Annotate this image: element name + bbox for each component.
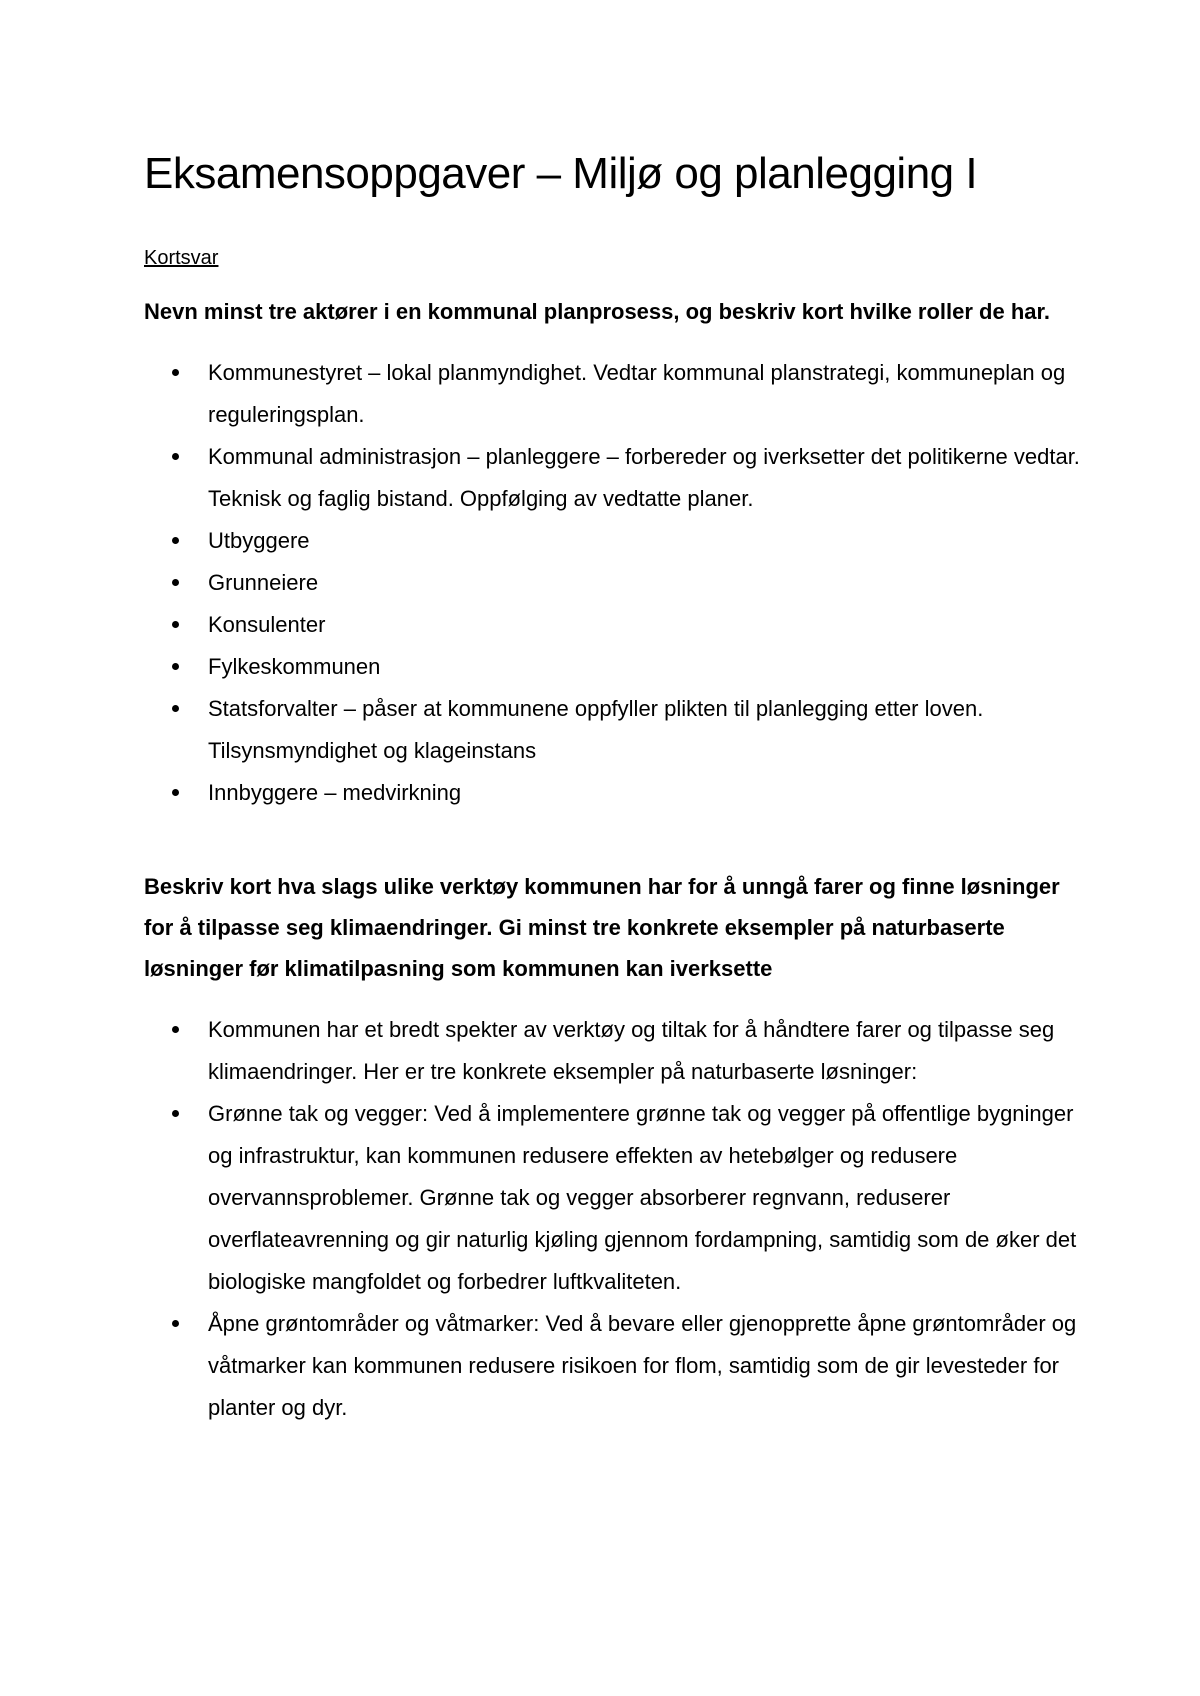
list-item-text: Kommunestyret – lokal planmyndighet. Vedtar kommunal planstrategi, kommuneplan og reguleringsplan. (208, 360, 1066, 427)
bullet-icon (172, 537, 179, 544)
list-item-text: Grønne tak og vegger: Ved å implementere grønne tak og vegger på offentlige bygninger og infrastruktur, kan kommunen redusere effekten av hetebølger og redusere overvannsproblemer. Grønne tak og vegger absorberer regnvann, reduserer overflateavrenning og gir naturlig kjøling gjennom fordampning, samtidig som de øker det biologiske mangfoldet og forbedrer luftkvaliteten. (208, 1101, 1077, 1294)
bullet-icon (172, 705, 179, 712)
list-item (144, 604, 1084, 646)
bullet-icon (172, 789, 179, 796)
list-item (144, 562, 1084, 604)
answer-list-2 (144, 1009, 1084, 1429)
bullet-icon (172, 579, 179, 586)
bullet-icon (172, 1026, 179, 1033)
document-title: Eksamensoppgaver – Miljø og planlegging I (144, 149, 978, 198)
bullet-icon (172, 1320, 179, 1327)
list-item (144, 1093, 1084, 1303)
list-item (144, 688, 1084, 772)
bullet-icon (172, 369, 179, 376)
list-item (144, 352, 1084, 436)
list-item (144, 1009, 1084, 1093)
list-item-text: Fylkeskommunen (208, 654, 381, 679)
list-item-text: Åpne grøntområder og våtmarker: Ved å bevare eller gjenopprette åpne grøntområder og våtmarker kan kommunen redusere risikoen for flom, samtidig som de gir levesteder for planter og dyr. (208, 1311, 1077, 1420)
list-item (144, 646, 1084, 688)
bullet-icon (172, 663, 179, 670)
list-item (144, 772, 1084, 814)
list-item-text: Konsulenter (208, 612, 326, 637)
list-item (144, 1303, 1084, 1429)
answer-list-1 (144, 352, 1084, 814)
list-item (144, 436, 1084, 520)
list-item (144, 520, 1084, 562)
question-2: Beskriv kort hva slags ulike verktøy kommunen har for å unngå farer og finne løsninger for å tilpasse seg klimaendringer. Gi minst tre konkrete eksempler på naturbaserte løsninger før klimatilpasning som kommunen kan iverksette (144, 874, 1060, 981)
list-item-text: Statsforvalter – påser at kommunene oppfyller plikten til planlegging etter loven. Tilsynsmyndighet og klageinstans (208, 696, 984, 763)
bullet-icon (172, 453, 179, 460)
list-item-text: Grunneiere (208, 570, 319, 595)
list-item-text: Utbyggere (208, 528, 310, 553)
bullet-icon (172, 1110, 179, 1117)
bullet-icon (172, 621, 179, 628)
list-item-text: Innbyggere – medvirkning (208, 780, 462, 805)
question-1: Nevn minst tre aktører i en kommunal planprosess, og beskriv kort hvilke roller de har. (144, 299, 1050, 324)
list-item-text: Kommunen har et bredt spekter av verktøy og tiltak for å håndtere farer og tilpasse seg klimaendringer. Her er tre konkrete eksempler på naturbaserte løsninger: (208, 1017, 1055, 1084)
list-item-text: Kommunal administrasjon – planleggere – forbereder og iverksetter det politikerne vedtar. Teknisk og faglig bistand. Oppfølging av vedtatte planer. (208, 444, 1080, 511)
section-label-kortsvar: Kortsvar (144, 247, 219, 269)
document-content (144, 146, 1084, 1429)
